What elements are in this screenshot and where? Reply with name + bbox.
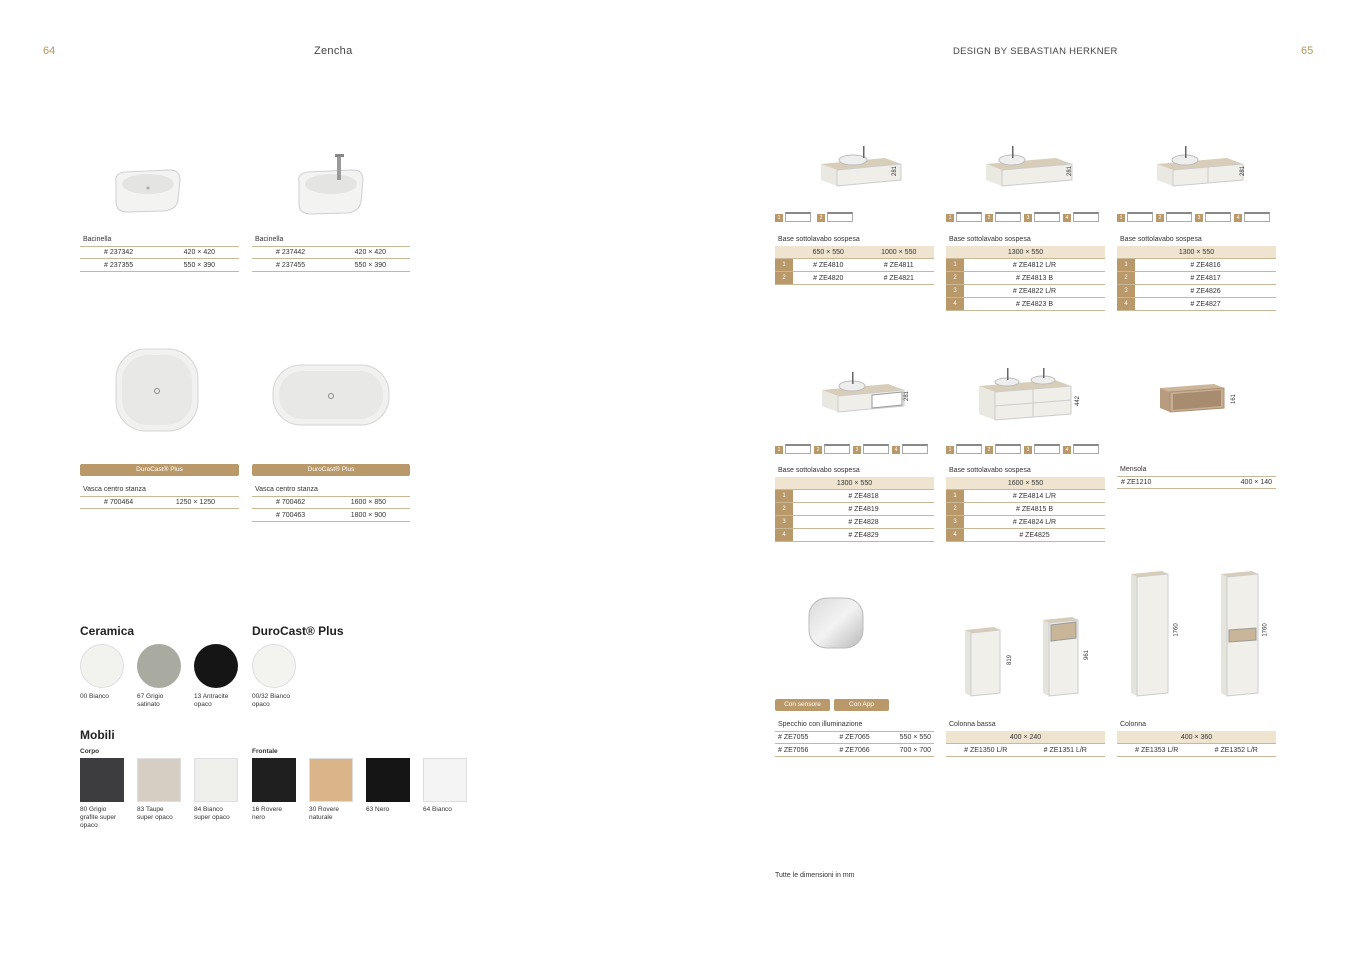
config-icon: 3 (1024, 212, 1060, 222)
table-header: 1600 × 550 (946, 477, 1105, 490)
corpo-swatch-1 (137, 758, 181, 802)
config-icon: 2 (814, 444, 850, 454)
swatch-label: 84 Bianco super opaco (194, 806, 230, 821)
config-icon: 2 (985, 212, 1021, 222)
basin-1-label: Bacinella (83, 236, 112, 243)
mirror-label: Specchio con illuminazione (778, 721, 863, 728)
config-icon: 1 (1117, 212, 1153, 222)
corpo-label: Corpo (80, 748, 100, 755)
table-row: 1 # ZE4814 L/R (946, 490, 1105, 503)
config-icon: 4 (1063, 212, 1099, 222)
vanity-table-4 (775, 477, 934, 542)
swatch-label: 00 Bianco (80, 693, 109, 700)
mirror-image (805, 594, 867, 652)
table-header: 650 × 550 1000 × 550 (775, 246, 934, 259)
bathtub-2-table (252, 496, 410, 522)
table-row: 3 # ZE4828 (775, 516, 934, 529)
table-row: # ZE1350 L/R # ZE1351 L/R (946, 744, 1105, 757)
height-dimension: 281 (904, 390, 911, 402)
article-code: # 700464 (104, 499, 134, 506)
frontale-swatch-1 (309, 758, 353, 802)
low-column-label: Colonna bassa (949, 721, 996, 728)
basin-2-table (252, 246, 410, 272)
table-row (80, 259, 239, 272)
table-row: 2 # ZE4817 (1117, 272, 1276, 285)
vanity-image-2 (982, 142, 1077, 190)
table-header: 400 × 240 (946, 731, 1105, 744)
article-code: # 237455 (276, 261, 306, 269)
table-header: 1300 × 550 (775, 477, 934, 490)
table-row: 2 # ZE4815 B (946, 503, 1105, 516)
column-table (1117, 731, 1276, 757)
swatch-label: 30 Rovere naturale (309, 806, 340, 821)
table-row: 2 # ZE4813 B (946, 272, 1105, 285)
article-code: # 700463 (276, 511, 306, 519)
config-icons (946, 444, 1099, 454)
height-dimension: 281 (1067, 165, 1074, 177)
height-dimension: 281 (1240, 165, 1247, 177)
dimension: 1800 × 900 (350, 511, 386, 519)
durocast-badge: DuroCast® Plus (252, 464, 410, 476)
table-row: 2 # ZE4820 # ZE4821 (775, 272, 934, 285)
config-icon: 4 (1234, 212, 1270, 222)
table-row (252, 496, 410, 509)
table-row: 1 # ZE4812 L/R (946, 259, 1105, 272)
footer-note: Tutte le dimensioni in mm (775, 872, 855, 879)
table-row: # ZE1210 400 × 140 (1117, 476, 1276, 489)
low-column-table (946, 731, 1105, 757)
config-icon: 2 (985, 444, 1021, 454)
config-icon: 3 (1195, 212, 1231, 222)
frontale-swatch-2 (366, 758, 410, 802)
table-row (80, 496, 239, 509)
shelf-table (1117, 476, 1276, 489)
table-row: 3 # ZE4822 L/R (946, 285, 1105, 298)
config-icon: 3 (853, 444, 889, 454)
vanity-table-3 (1117, 246, 1276, 311)
table-row: 3 # ZE4826 (1117, 285, 1276, 298)
corpo-swatch-0 (80, 758, 124, 802)
ceramica-swatch-2 (194, 644, 238, 688)
page-title-left: Zencha (314, 45, 353, 57)
config-icons (775, 444, 928, 454)
table-row: 4 # ZE4829 (775, 529, 934, 542)
config-icon: 1 (946, 444, 982, 454)
app-badge: Con App (834, 699, 889, 711)
bathtub-image-1 (112, 345, 202, 435)
table-row: # ZE7055 # ZE7065 550 × 550 (775, 731, 934, 744)
height-dimension: 961 (1084, 649, 1091, 661)
basin-image-2 (293, 150, 368, 220)
vanity-table-5 (946, 477, 1105, 542)
swatch-label: 67 Grigio satinato (137, 693, 164, 708)
table-row: 2 # ZE4819 (775, 503, 934, 516)
mobili-title: Mobili (80, 728, 115, 742)
config-icon: 2 (1156, 212, 1192, 222)
vanity-table-2 (946, 246, 1105, 311)
vanity-label: Base sottolavabo sospesa (1120, 236, 1202, 243)
article-code: # 237342 (104, 249, 134, 256)
table-row: # ZE1353 L/R # ZE1352 L/R (1117, 744, 1276, 757)
height-dimension: 819 (1007, 654, 1014, 666)
vanity-label: Base sottolavabo sospesa (949, 236, 1031, 243)
swatch-label: 13 Antracite opaco (194, 693, 229, 708)
shelf-label: Mensola (1120, 466, 1147, 473)
vanity-image-3 (1153, 142, 1248, 190)
table-row: 4 # ZE4827 (1117, 298, 1276, 311)
article-code: # 237355 (104, 261, 134, 269)
ceramica-swatch-1 (137, 644, 181, 688)
table-row: 4 # ZE4825 (946, 529, 1105, 542)
table-row (252, 509, 410, 522)
vanity-image-4 (818, 368, 911, 416)
config-icons (946, 212, 1099, 222)
table-row: 3 # ZE4824 L/R (946, 516, 1105, 529)
height-dimension: 1760 (1262, 623, 1269, 637)
dimension: 420 × 420 (183, 249, 215, 256)
basin-1-table (80, 246, 239, 272)
vanity-image-5 (975, 366, 1075, 424)
sensor-badge: Con sensore (775, 699, 830, 711)
config-icon: 2 (817, 212, 853, 222)
table-row (252, 246, 410, 259)
table-row: 1 # ZE4816 (1117, 259, 1276, 272)
swatch-label: 83 Taupe super opaco (137, 806, 173, 821)
swatch-label: 63 Nero (366, 806, 390, 813)
basin-image-1 (110, 160, 185, 220)
vanity-table-1 (775, 246, 934, 285)
mirror-table (775, 731, 934, 757)
page-title-right: DESIGN BY SEBASTIAN HERKNER (953, 46, 1118, 57)
column-label: Colonna (1120, 721, 1147, 728)
config-icon: 1 (775, 212, 811, 222)
vanity-label: Base sottolavabo sospesa (778, 467, 860, 474)
article-code: # 700462 (276, 499, 306, 506)
vanity-label: Base sottolavabo sospesa (949, 467, 1031, 474)
height-dimension: 281 (892, 165, 899, 177)
durocast-swatch-0 (252, 644, 296, 688)
frontale-label: Frontale (252, 748, 278, 755)
config-icon: 1 (946, 212, 982, 222)
table-row: 1 # ZE4818 (775, 490, 934, 503)
page-number-left: 64 (43, 45, 56, 57)
table-header: 1300 × 550 (946, 246, 1105, 259)
bathtub-2-label: Vasca centro stanza (255, 486, 318, 493)
dimension: 1250 × 1250 (175, 499, 215, 506)
vanity-label: Base sottolavabo sospesa (778, 236, 860, 243)
ceramica-title: Ceramica (80, 624, 135, 638)
table-row (80, 246, 239, 259)
swatch-label: 80 Grigio grafite super opaco (80, 806, 117, 829)
table-header: 400 × 360 (1117, 731, 1276, 744)
table-row: 4 # ZE4823 B (946, 298, 1105, 311)
durocast-badge: DuroCast® Plus (80, 464, 239, 476)
bathtub-1-table (80, 496, 239, 509)
column-image-2 (1218, 568, 1262, 698)
dimension: 550 × 390 (183, 261, 215, 269)
table-header: 1300 × 550 (1117, 246, 1276, 259)
height-dimension: 1760 (1173, 623, 1180, 637)
corpo-swatch-2 (194, 758, 238, 802)
config-icon: 4 (1063, 444, 1099, 454)
low-column-image-2 (1040, 614, 1082, 698)
basin-2-label: Bacinella (255, 236, 284, 243)
config-icons (1117, 212, 1270, 222)
height-dimension: 442 (1075, 395, 1082, 407)
ceramica-swatch-0 (80, 644, 124, 688)
dimension: 1600 × 850 (350, 499, 386, 506)
height-dimension: 161 (1231, 393, 1238, 405)
swatch-label: 64 Bianco (423, 806, 452, 813)
low-column-image-1 (962, 624, 1004, 698)
dimension: 550 × 390 (354, 261, 386, 269)
table-row: # ZE7056 # ZE7066 700 × 700 (775, 744, 934, 757)
page-number-right: 65 (1301, 45, 1314, 57)
config-icon: 4 (892, 444, 928, 454)
bathtub-1-label: Vasca centro stanza (83, 486, 146, 493)
config-icon: 1 (775, 444, 811, 454)
swatch-label: 16 Rovere nero (252, 806, 283, 821)
article-code: # 237442 (276, 249, 306, 256)
bathtub-image-2 (270, 362, 392, 428)
config-icon: 3 (1024, 444, 1060, 454)
swatch-label: 00/32 Bianco opaco (252, 693, 290, 708)
durocast-title: DuroCast® Plus (252, 624, 344, 638)
frontale-swatch-3 (423, 758, 467, 802)
frontale-swatch-0 (252, 758, 296, 802)
table-row: 1 # ZE4810 # ZE4811 (775, 259, 934, 272)
shelf-image (1158, 380, 1228, 416)
column-image-1 (1128, 568, 1172, 698)
dimension: 420 × 420 (354, 249, 386, 256)
table-row (252, 259, 410, 272)
config-icons (775, 212, 853, 222)
